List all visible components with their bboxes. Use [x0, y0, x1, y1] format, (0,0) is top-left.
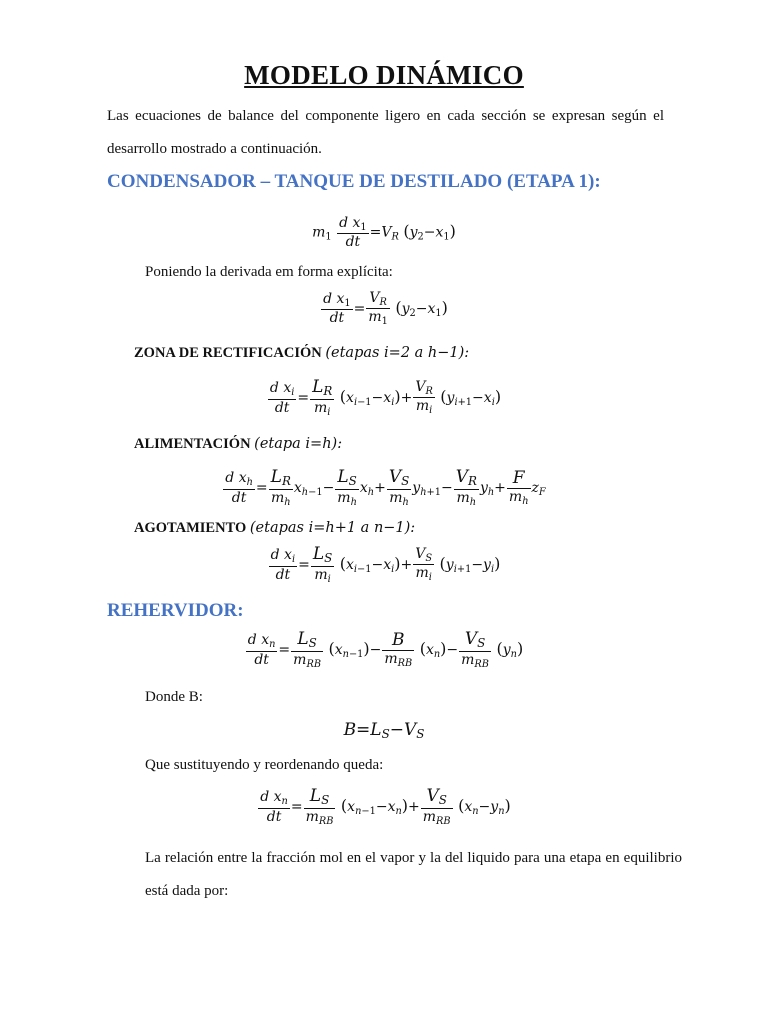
- subsection-agotamiento: AGOTAMIENTO (etapas i=h+1 a n−1):: [134, 520, 416, 536]
- equation-b: $B=L_S-V_S$: [343, 720, 425, 741]
- subsection-alimentacion: ALIMENTACIÓN (etapa i=h):: [134, 436, 343, 452]
- equation-rehervidor-final: $\frac{d x_n}{dt}$ = $L_S$ $m_{RB}$ $(x_{n-1}-x_n)+$ $V_S$ $m_{RB}$ $(x_n-y_n)$: [260, 786, 511, 827]
- derivada-text: Poniendo la derivada em forma explícita:: [145, 264, 393, 280]
- section-heading-rehervidor: REHERVIDOR:: [107, 600, 244, 621]
- sustituyendo-text: Que sustituyendo y reordenando queda:: [145, 757, 384, 773]
- equation-condensador-explicit: $\frac{d x_1}{dt}$ = $\frac{V_R}{m_1}$ $(y_2-x_1)$: [323, 290, 448, 328]
- equation-agotamiento: $\frac{d x_i}{dt}$ = $L_S$ $m_i$ $(x_{i-1}-x_i)+$ $\frac{V_S}{m_i}$ $(y_{i+1}-y_i)$: [270, 544, 501, 585]
- equation-alimentacion: $\frac{d x_h}{dt}$ = $L_R$ $m_h$ $x_{h-1}-$ $L_S$ $m_h$ $x_h+$ $V_S$ $m_h$ $y_{h+1}-$ $V_R$ $m_h$ $y_h+$ F $m_h$ $z_F$: [225, 467, 546, 508]
- intro-paragraph: Las ecuaciones de balance del componente ligero en cada sección se expresan según el desarrollo mostrado a continuación.: [107, 108, 664, 157]
- section-heading-condensador: CONDENSADOR – TANQUE DE DESTILADO (ETAPA 1):: [107, 171, 601, 192]
- subsection-rectificacion: ZONA DE RECTIFICACIÓN (etapas i=2 a h−1):: [134, 345, 470, 361]
- relacion-paragraph: La relación entre la fracción mol en el vapor y la del liquido para una etapa en equilibrio está dada por:: [145, 850, 682, 899]
- donde-b-text: Donde B:: [145, 689, 203, 705]
- equation-rectificacion: $\frac{d x_i}{dt}$ = $L_R$ $m_i$ $(x_{i-1}-x_i)+$ $\frac{V_R}{m_i}$ $(y_{i+1}-x_i)$: [269, 377, 502, 418]
- equation-rehervidor: $\frac{d x_n}{dt}$ = $L_S$ $m_{RB}$ $(x_{n-1})-$ B $m_{RB}$ $(x_n)-$ $V_S$ $m_{RB}$ $(y_n)$: [247, 629, 524, 670]
- page-title: MODELO DINÁMICO: [244, 60, 524, 90]
- equation-condensador: $m_1$ $\frac{d x_1}{dt}$ $=V_R$ $(y_2-x_1)$: [312, 215, 456, 251]
